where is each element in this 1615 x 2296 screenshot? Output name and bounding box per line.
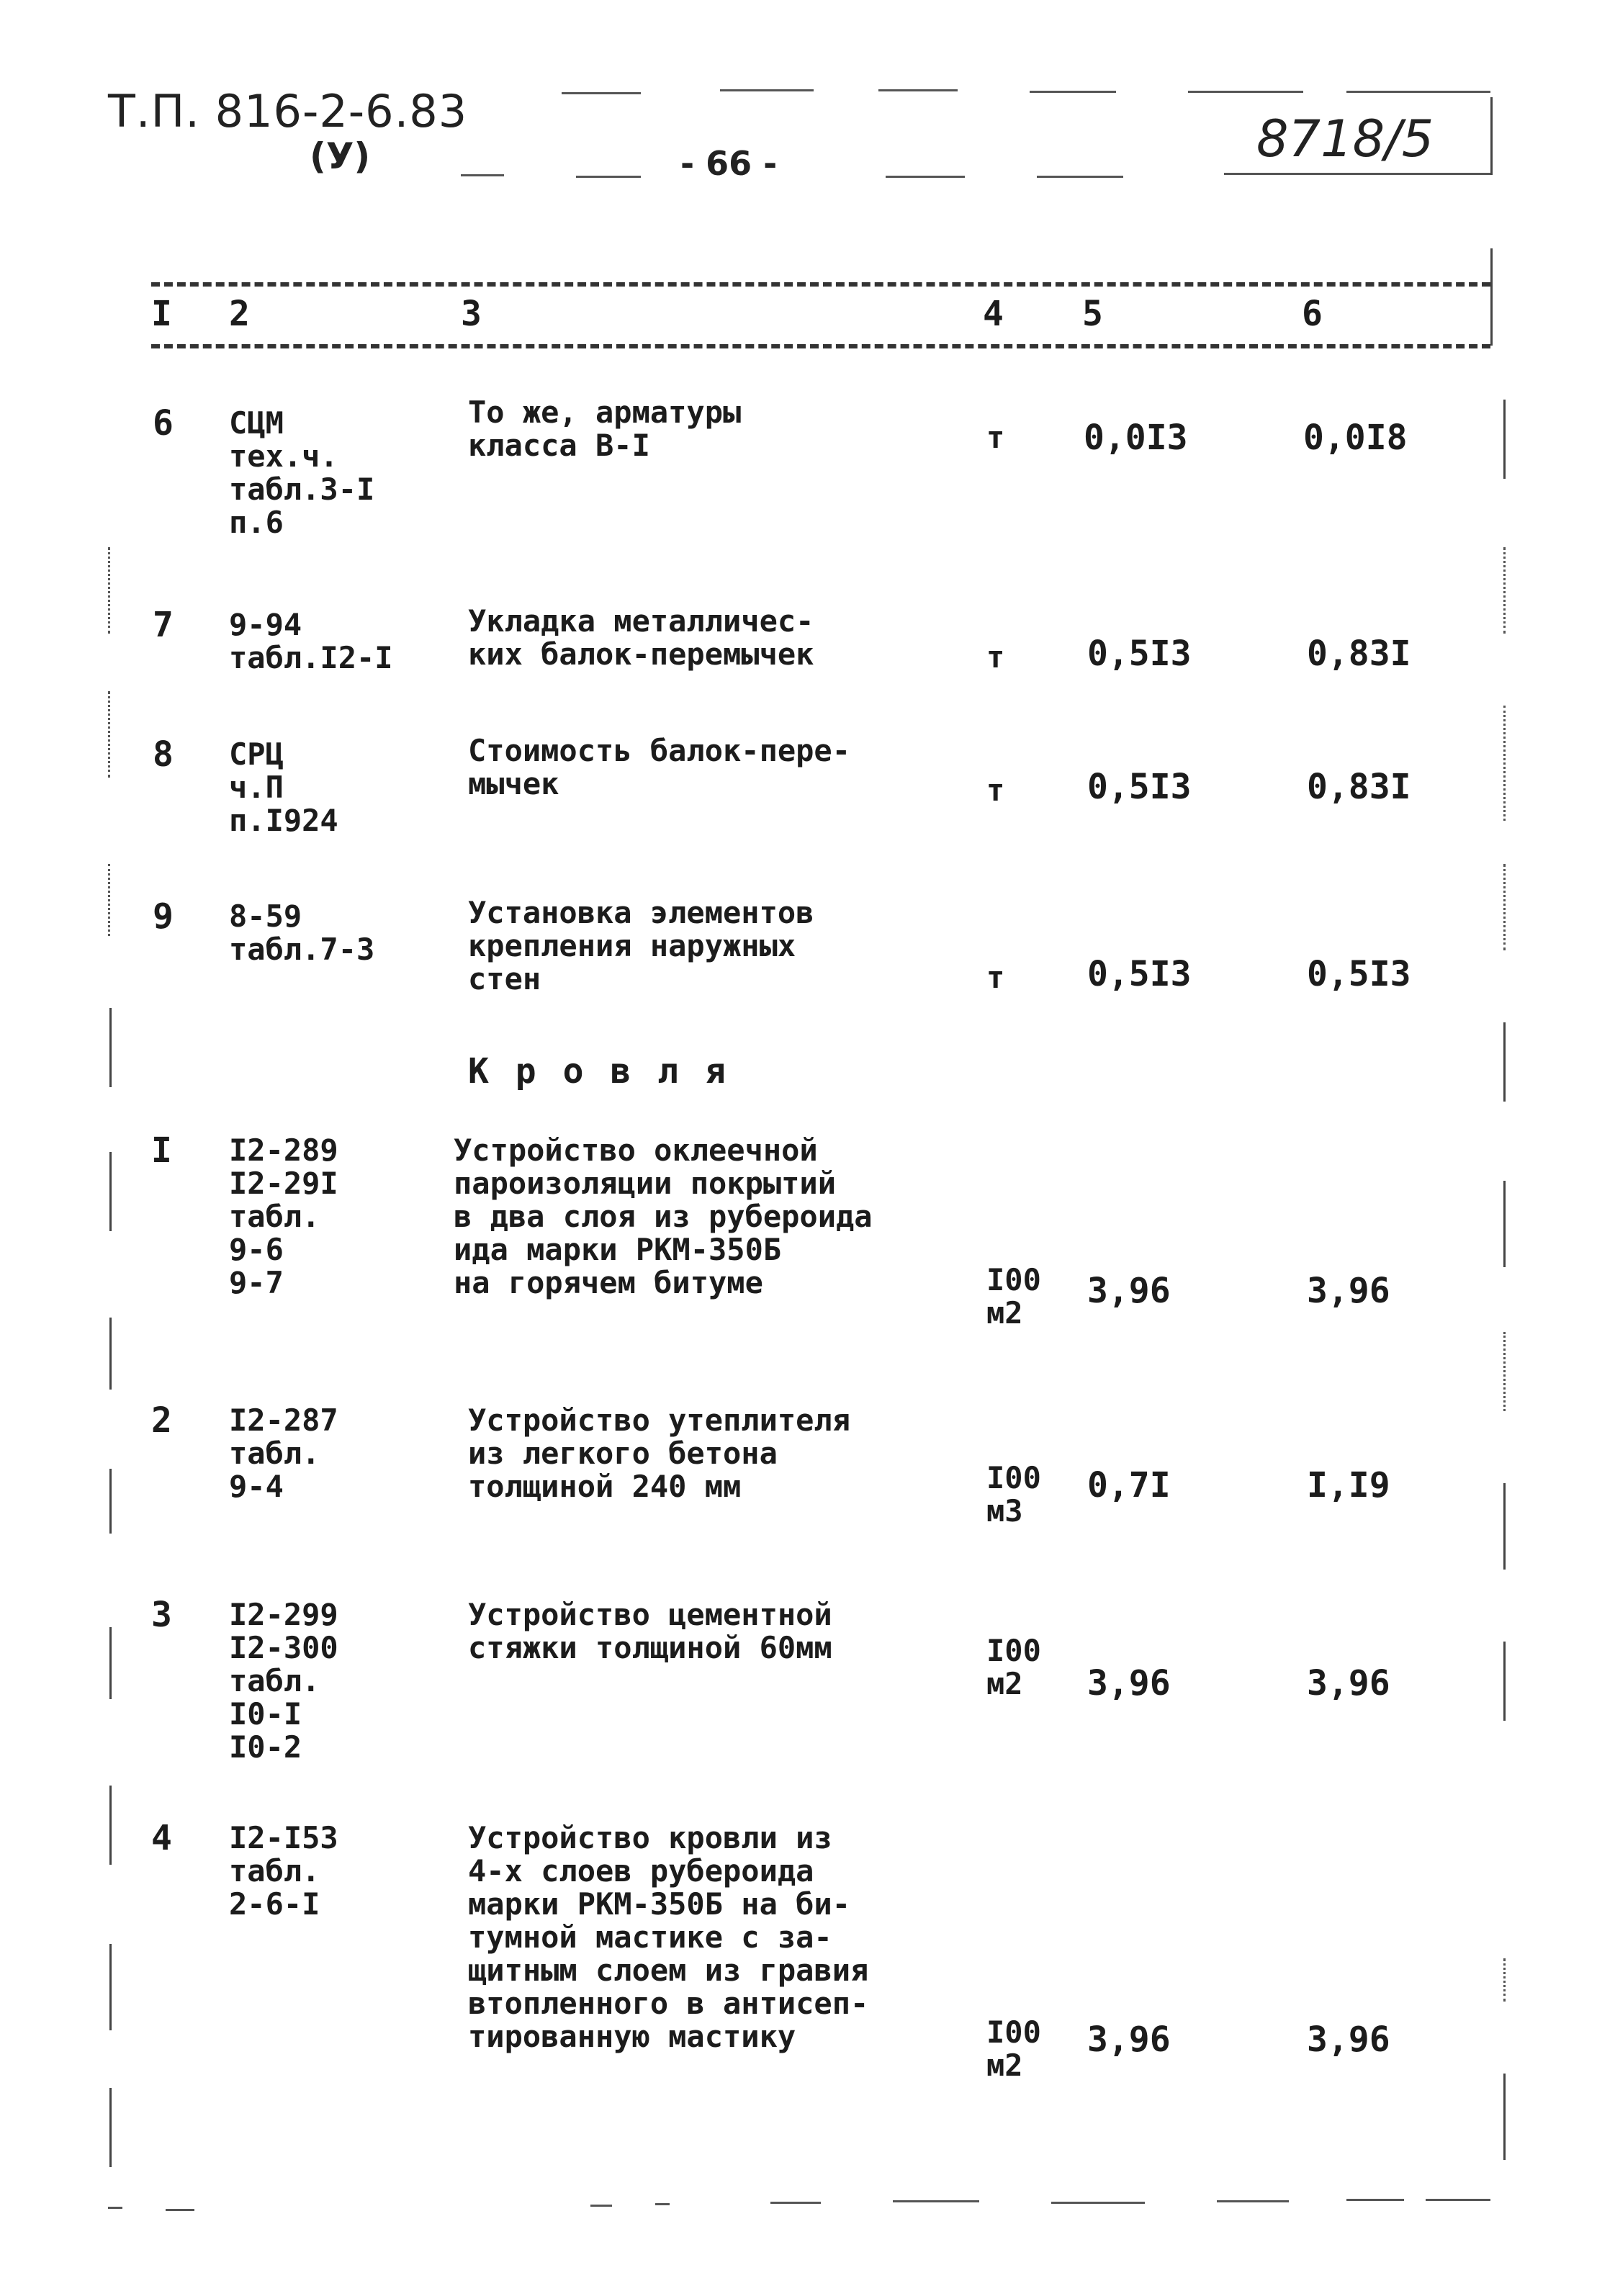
- row-value-5: 0,0I3: [1084, 418, 1188, 458]
- row-value-5: 0,5I3: [1087, 634, 1192, 674]
- row-description: Укладка металличес- ких балок-перемычек: [468, 603, 814, 672]
- row-value-5: 3,96: [1087, 2020, 1171, 2060]
- right-margin-line: [1503, 1181, 1506, 1267]
- row-value-6: 0,5I3: [1307, 954, 1411, 994]
- row-description: Устройство утеплителя из легкого бетона толщиной 240 мм: [468, 1403, 851, 1504]
- row-reference: I2-289 I2-29I табл. 9-6 9-7: [229, 1133, 338, 1300]
- right-margin-line: [1503, 2074, 1506, 2160]
- bottom-rule: [108, 2207, 122, 2209]
- row-value-6: I,I9: [1307, 1465, 1390, 1505]
- bottom-rule: [770, 2202, 821, 2204]
- row-number: 8: [153, 734, 174, 775]
- row-reference: СЦМ тех.ч. табл.3-I п.6: [229, 405, 375, 540]
- header-rule: [886, 176, 965, 178]
- row-value-5: 3,96: [1087, 1663, 1171, 1703]
- left-margin-line: [109, 1786, 112, 1865]
- row-reference: I2-I53 табл. 2-6-I: [229, 1820, 338, 1922]
- row-value-6: 3,96: [1307, 1663, 1390, 1703]
- right-margin-line: [1503, 706, 1506, 821]
- row-number: 2: [151, 1400, 172, 1441]
- row-unit: I00 м2: [986, 2014, 1041, 2083]
- left-margin-line: [109, 1944, 112, 2030]
- bottom-rule: [1217, 2200, 1289, 2202]
- row-reference: СРЦ ч.П п.I924: [229, 737, 338, 838]
- row-number: 4: [151, 1818, 172, 1858]
- left-margin-line: [109, 1152, 112, 1231]
- left-margin-line: [108, 864, 110, 936]
- column-header-3: 3: [461, 294, 482, 334]
- right-margin-line: [1503, 400, 1506, 479]
- left-margin-line: [109, 1318, 112, 1390]
- row-description: Устройство кровли из 4-х слоев рубероида марки РКМ-350Б на би- тумной мастике с за- щитным слоем из гравия втопленного в антисеп- тированную мастику: [468, 1820, 869, 2054]
- bottom-rule: [166, 2209, 194, 2211]
- left-margin-line: [109, 2088, 112, 2167]
- header-rule: [720, 89, 814, 91]
- bottom-rule: [1426, 2199, 1490, 2201]
- row-value-5: 3,96: [1087, 1271, 1171, 1311]
- bottom-rule: [1051, 2202, 1145, 2204]
- left-margin-line: [108, 547, 110, 634]
- header-rule: [1030, 91, 1116, 93]
- header-rule: [878, 89, 958, 91]
- row-unit: т: [986, 639, 1005, 675]
- left-margin-line: [108, 691, 110, 778]
- right-margin-line: [1503, 547, 1506, 634]
- column-header-1: I: [151, 294, 172, 334]
- row-value-6: 0,0I8: [1303, 418, 1408, 458]
- row-value-6: 3,96: [1307, 1271, 1390, 1311]
- row-reference: I2-287 табл. 9-4: [229, 1403, 338, 1504]
- table-header-rule: [151, 344, 1490, 348]
- header-rule: [1037, 176, 1123, 178]
- row-description: То же, арматуры класса В-I: [468, 395, 742, 463]
- bottom-rule: [1346, 2199, 1404, 2201]
- row-reference: 8-59 табл.7-3: [229, 899, 375, 967]
- bottom-rule: [590, 2205, 612, 2207]
- row-description: Установка элементов крепления наружных стен: [468, 895, 814, 996]
- right-margin-line: [1503, 1332, 1506, 1411]
- section-title: К р о в л я: [468, 1051, 729, 1091]
- row-value-6: 0,83I: [1307, 634, 1411, 674]
- row-unit: т: [986, 420, 1005, 455]
- row-description: Стоимость балок-пере- мычек: [468, 733, 851, 801]
- page-number: - 66 -: [680, 144, 778, 183]
- row-value-6: 0,83I: [1307, 767, 1411, 807]
- right-margin-line: [1503, 1958, 1506, 2002]
- right-margin-line: [1503, 1022, 1506, 1102]
- left-margin-line: [109, 1627, 112, 1699]
- doc-code: Т.П. 816-2-6.83: [108, 85, 468, 138]
- row-description: Устройство цементной стяжки толщиной 60мм: [468, 1597, 832, 1665]
- header-rule: [461, 174, 504, 176]
- column-header-2: 2: [229, 294, 250, 334]
- row-value-5: 0,5I3: [1087, 954, 1192, 994]
- row-unit: I00 м2: [986, 1633, 1041, 1701]
- row-number: I: [151, 1130, 172, 1171]
- left-margin-line: [109, 1008, 112, 1087]
- table-frame: [1490, 248, 1493, 346]
- bottom-rule: [893, 2200, 979, 2202]
- row-unit: I00 м3: [986, 1460, 1041, 1529]
- row-number: 9: [153, 896, 174, 937]
- header-rule: [1346, 91, 1490, 93]
- row-unit: т: [986, 960, 1005, 995]
- header-rule: [1188, 91, 1303, 93]
- row-value-5: 0,7I: [1087, 1465, 1171, 1505]
- column-header-6: 6: [1302, 294, 1323, 334]
- row-number: 7: [153, 605, 174, 645]
- archive-number: 8718/5: [1256, 109, 1434, 168]
- column-header-5: 5: [1082, 294, 1103, 334]
- row-number: 3: [151, 1595, 172, 1635]
- row-value-5: 0,5I3: [1087, 767, 1192, 807]
- doc-code-sub: (У): [310, 135, 371, 177]
- archive-frame: [1490, 97, 1493, 175]
- column-header-4: 4: [983, 294, 1004, 334]
- bottom-rule: [655, 2203, 670, 2205]
- row-unit: I00 м2: [986, 1262, 1041, 1331]
- row-description: Устройство оклеечной пароизоляции покрытий в два слоя из рубероида ида марки РКМ-350Б на горячем битуме: [454, 1133, 873, 1300]
- table-top-rule: [151, 282, 1490, 287]
- left-margin-line: [109, 1469, 112, 1534]
- header-rule: [576, 176, 641, 178]
- archive-underline: [1224, 173, 1490, 175]
- header-rule: [562, 92, 641, 94]
- row-unit: т: [986, 773, 1005, 808]
- right-margin-line: [1503, 1483, 1506, 1570]
- row-reference: 9-94 табл.I2-I: [229, 607, 393, 675]
- row-reference: I2-299 I2-300 табл. I0-I I0-2: [229, 1597, 338, 1765]
- right-margin-line: [1503, 864, 1506, 950]
- right-margin-line: [1503, 1642, 1506, 1721]
- row-number: 6: [153, 403, 174, 444]
- row-value-6: 3,96: [1307, 2020, 1390, 2060]
